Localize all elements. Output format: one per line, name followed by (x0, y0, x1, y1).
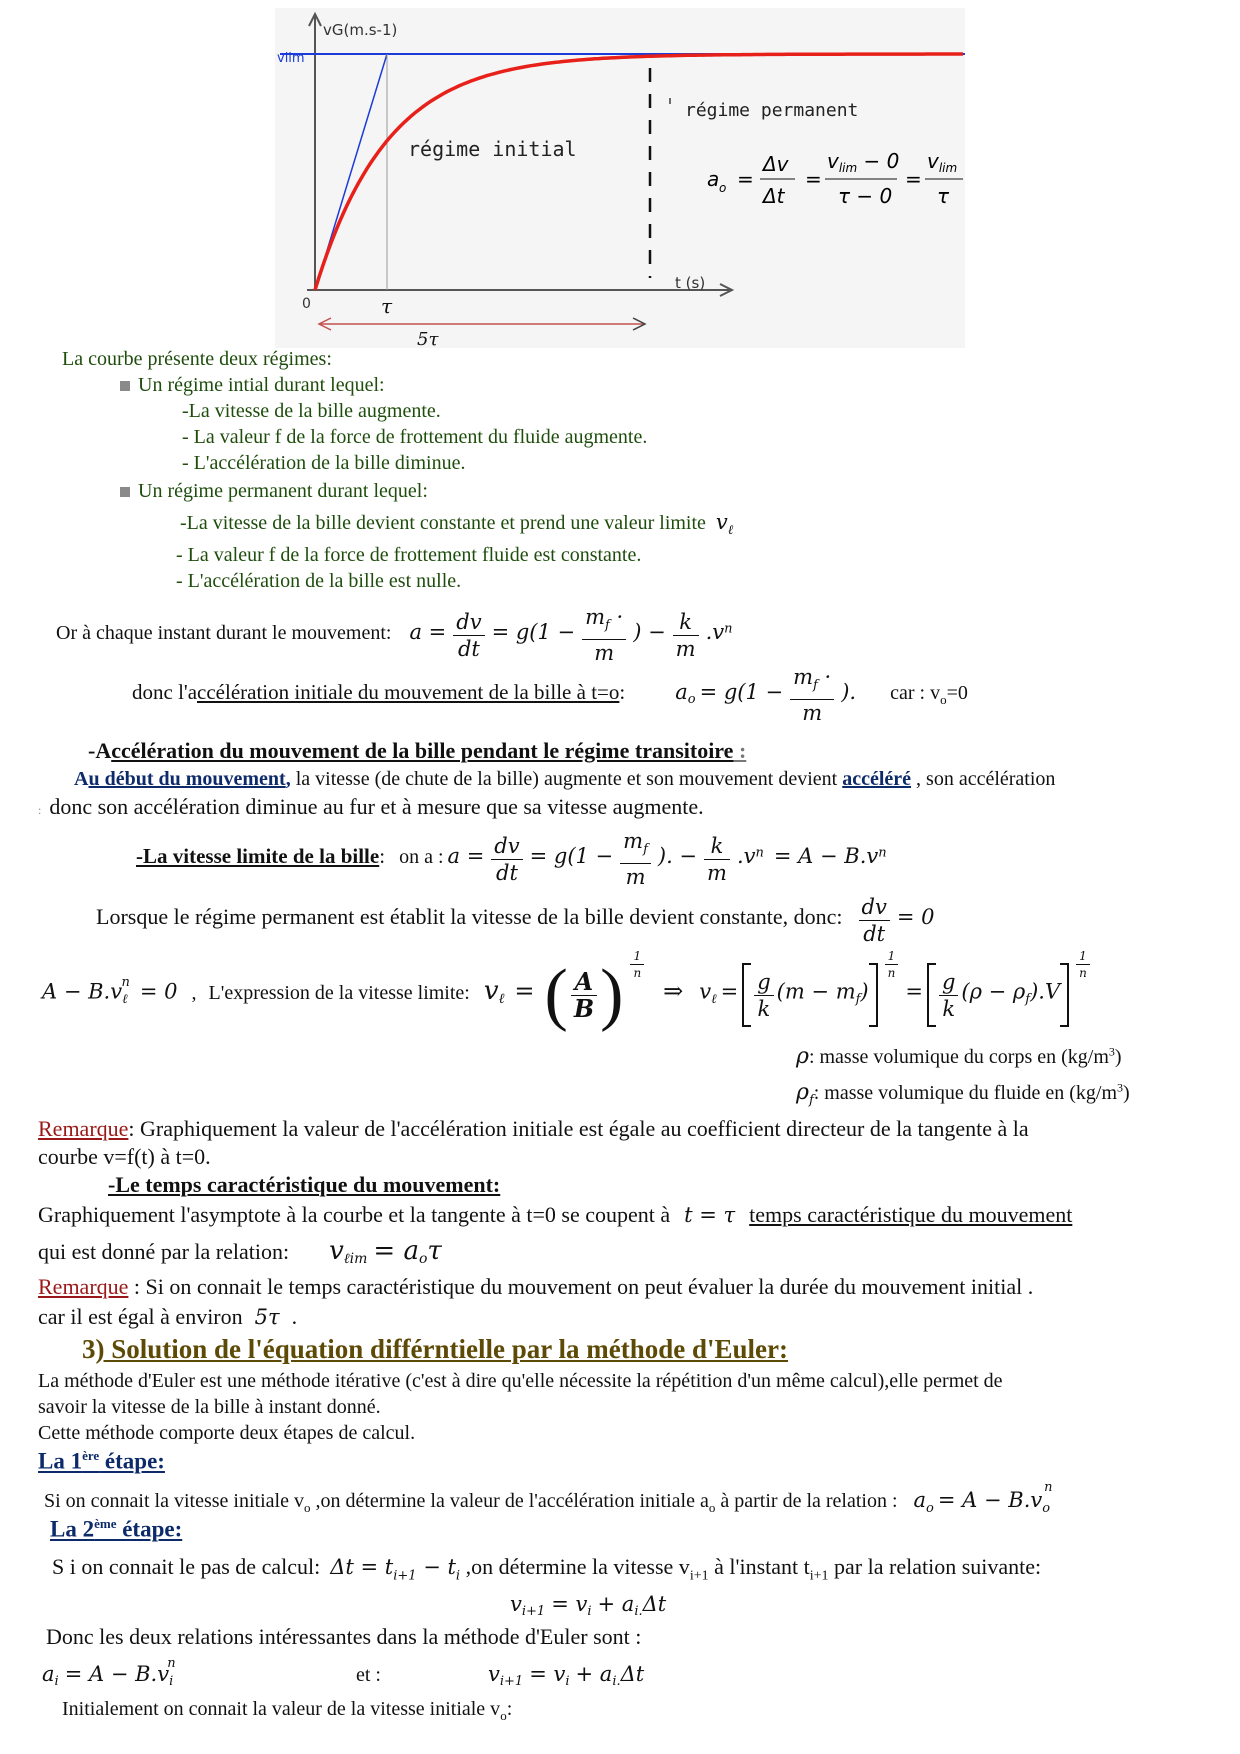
y-axis-label: vG(m.s-1) (323, 21, 398, 39)
formula-dv: Δv (763, 152, 789, 176)
summary-final: Initialement on connait la valeur de la vitesse initiale $v_o$: (62, 1698, 513, 1723)
origin-label: 0 (302, 296, 311, 312)
formula-dt: Δt (763, 184, 785, 208)
formula-eq3: = (905, 167, 922, 191)
bullet-initial (120, 374, 385, 397)
summary-relation-a: $a_i = A - B.v_i^n$ (42, 1655, 176, 1690)
summary-et: et : (356, 1664, 381, 1686)
regimes-intro: La courbe présente deux régimes: (62, 348, 332, 370)
formula-d1: τ − 0 (838, 184, 893, 208)
bullet-permanent (120, 480, 428, 503)
section-tau-p2: qui est donné par la relation: $v_{\ell im} = a_o\tau$ (38, 1236, 442, 1268)
step-2-text: S i on connait le pas de calcul: $\Delta t = t_{i+1} - t_i$ ,on détermine la vitesse $v_{i+1}$ à l'instant $t_{i+1}$ par la relation suivante: (52, 1554, 1042, 1584)
tau-label: τ (381, 294, 393, 318)
initial-item-1: -La vitesse de la bille augmente. (182, 400, 441, 422)
section-tau-title: -Le temps caractéristique du mouvement: (108, 1172, 501, 1197)
formula-d2: τ (937, 184, 950, 208)
rho-definition: ρ: masse volumique du corps en $(kg/m^3)$ (796, 1044, 1122, 1069)
remark-2-line2: car il est égal à environ 5τ . (38, 1304, 298, 1329)
step-2-label: La 2ème étape: (50, 1516, 183, 1542)
section-accel-paragraph-2: : donc son accélération diminue au fur et à mesure que sa vitesse augmente. (38, 794, 704, 819)
section-accel-paragraph: Au début du mouvement, la vitesse (de chute de la bille) augmente et son mouvement devient accéléré , son accélération (74, 768, 1056, 790)
vlim-label: vlim (277, 51, 305, 66)
velocity-chart (275, 8, 965, 348)
permanent-regime-condition: Lorsque le régime permanent est établit la vitesse de la bille devient constante, donc: $\frac{dv}{dt}$ = 0 (96, 895, 935, 946)
formula-n1: $v_{lim} - 0$ (827, 149, 900, 175)
formula-eq2: = (805, 167, 822, 191)
section-3-p2: savoir la vitesse de la bille à instant donné. (38, 1396, 381, 1418)
bullet-initial-text: Un régime intial durant lequel: (138, 374, 385, 396)
section-3-p3: Cette méthode comporte deux étapes de calcul. (38, 1422, 416, 1444)
initial-item-3: - L'accélération de la bille diminue. (182, 452, 466, 474)
remark-1: Remarque: Graphiquement la valeur de l'accélération initiale est égale au coefficient directeur de la tangente à la (38, 1116, 1029, 1141)
formula-n2: $v_{lim}$ (927, 149, 958, 175)
initial-item-2: - La valeur f de la force de frottement du fluide augmente. (182, 426, 648, 448)
formula-o: o (719, 181, 727, 195)
step-1-label: La 1ère étape: (38, 1448, 165, 1474)
step-1-text: Si on connait la vitesse initiale $v_o$ ,on détermine la valeur de l'accélération initiale $a_o$ à partir de la relation : $a_o = A - B.v_o^n$ (44, 1480, 1053, 1516)
summary-relation-v: $v_{i+1} = v_i + a_{i.}\Delta t$ (488, 1662, 645, 1690)
initial-regime-label: régime initial (408, 137, 577, 161)
five-tau-label: 5τ (417, 329, 439, 348)
permanent-item-1: -La vitesse de la bille devient constante et prend une valeur limite $v_\ell$ (180, 510, 734, 538)
section-tau-p1: Graphiquement l'asymptote à la courbe et la tangente à t=0 se coupent à t = τ temps caractéristique du mouvement (38, 1202, 1073, 1227)
euler-relation: $v_{i+1} = v_i + a_{i.}\Delta t$ (510, 1592, 667, 1620)
summary-text: Donc les deux relations intéressantes dans la méthode d'Euler sont : (46, 1624, 642, 1649)
limit-velocity-expression: $A - B.v_\ell^n = 0$ , L'expression de la vitesse limite: $v_\ell$ = ( $\frac{A}{B}$ ) $\frac{1}{n}$ ⇒ $v_\ell$ = $\frac{g}{k}$ $(m - m_f)$ $\frac{1}{n}$ = $\frac{g}{k}$ $(\rho - \rho_f).V$ $\frac{1}{n}$ (42, 960, 1093, 1060)
equation-acceleration: Or à chaque instant durant le mouvement: a = $\frac{dv}{dt}$ = g(1 − $\frac{m_f \cdot}{m}$ ) − $\frac{k}{m}$ $.v^n$ (56, 605, 733, 666)
rhof-definition: $\rho_f$: masse volumique du fluide en $(kg/m^3)$ (796, 1080, 1130, 1108)
bullet-square-icon (120, 381, 130, 391)
section-vlim: -La vitesse limite de la bille: on a : a = $\frac{dv}{dt}$ = g(1 − $\frac{m_f}{m}$ ). − $\frac{k}{m}$ $.v^n = A - B.v^n$ (136, 829, 887, 890)
section-accel-title: -Accélération du mouvement de la bille pendant le régime transitoire : (88, 738, 747, 763)
formula-eq1: = (737, 167, 754, 191)
bullet-square-icon (120, 487, 130, 497)
permanent-item-3: - L'accélération de la bille est nulle. (176, 570, 462, 592)
formula-a: a (707, 167, 720, 191)
section-3-title: 3) Solution de l'équation différntielle par la méthode d'Euler: (82, 1334, 789, 1364)
permanent-item-2: - La valeur f de la force de frottement fluide est constante. (176, 544, 642, 566)
remark-1-line2: courbe v=f(t) à t=0. (38, 1144, 211, 1169)
bullet-permanent-text: Un régime permanent durant lequel: (138, 480, 428, 502)
x-axis-label: t (s) (675, 274, 706, 292)
remark-2: Remarque : Si on connait le temps caractéristique du mouvement on peut évaluer la durée du mouvement initial . (38, 1274, 1034, 1299)
permanent-regime-label: régime permanent (685, 100, 859, 121)
section-3-p1: La méthode d'Euler est une méthode itérative (c'est à dire qu'elle nécessite la répétition d'un même calcul),elle permet de (38, 1370, 1003, 1392)
equation-initial-acceleration: donc l'accélération initiale du mouvement de la bille à t=o: $a_o = g(1$ − $\frac{m_f \cdot}{m}$ ). car : $v_o=0$ (132, 665, 968, 726)
